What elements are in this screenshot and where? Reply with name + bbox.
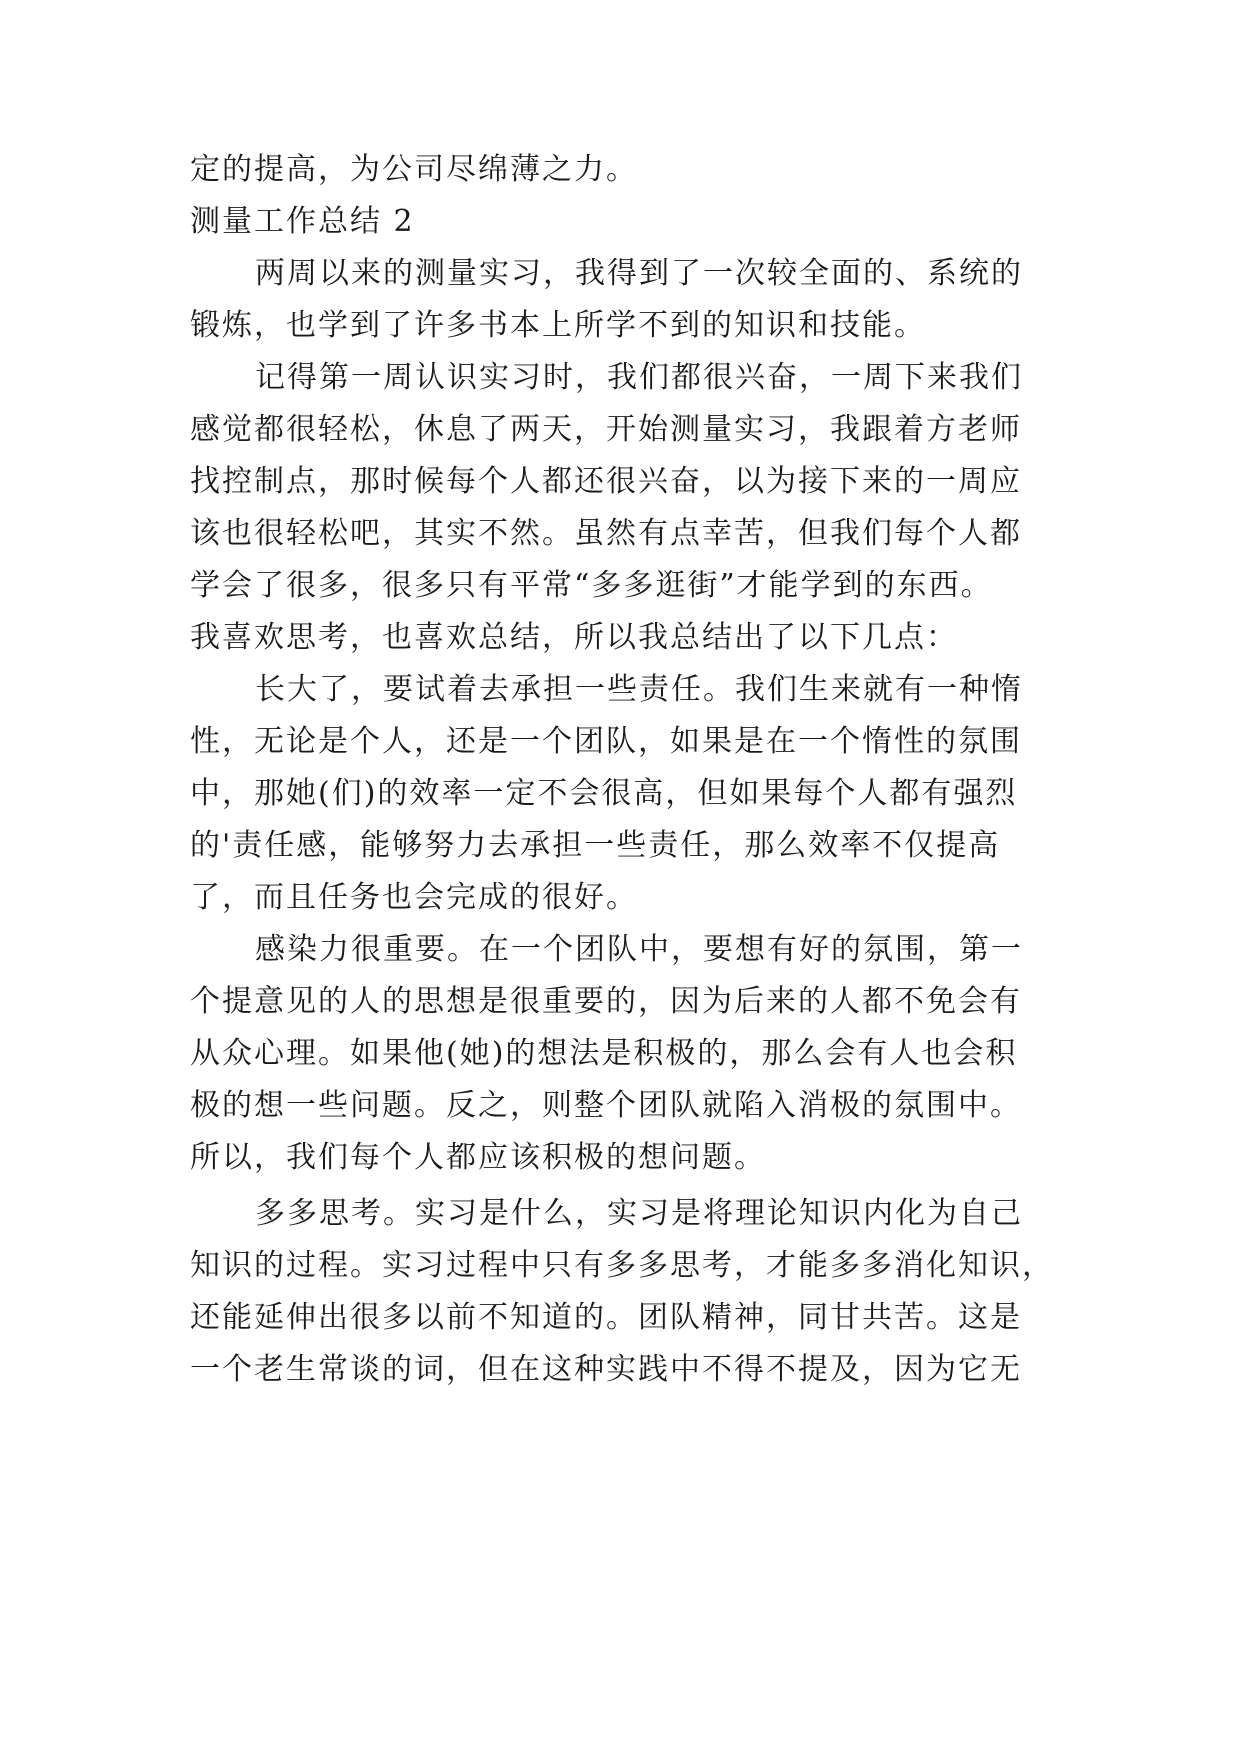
text-line: 定的提高，为公司尽绵薄之力。 [190, 152, 638, 187]
text-line: 个提意见的人的思想是很重要的，因为后来的人都不免会有 [190, 984, 1022, 1019]
text-line: 一个老生常谈的词，但在这种实践中不得不提及，因为它无 [190, 1352, 1022, 1387]
paragraph-first-line: 长大了，要试着去承担一些责任。我们生来就有一种惰 [255, 672, 1023, 707]
text-line: 该也很轻松吧，其实不然。虽然有点幸苦，但我们每个人都 [190, 516, 1022, 551]
text-line: 还能延伸出很多以前不知道的。团队精神，同甘共苦。这是 [190, 1300, 1022, 1335]
text-line: 知识的过程。实习过程中只有多多思考，才能多多消化知识， [190, 1248, 1054, 1283]
text-line: 我喜欢思考，也喜欢总结，所以我总结出了以下几点： [190, 620, 958, 655]
text-line: 感觉都很轻松，休息了两天，开始测量实习，我跟着方老师 [190, 412, 1022, 447]
section-heading: 测量工作总结 2 [190, 204, 415, 239]
text-line: 找控制点，那时候每个人都还很兴奋，以为接下来的一周应 [190, 464, 1022, 499]
text-line: 从众心理。如果他(她)的想法是积极的，那么会有人也会积 [190, 1036, 1018, 1071]
paragraph-first-line: 记得第一周认识实习时，我们都很兴奋，一周下来我们 [255, 360, 1023, 395]
text-line: 性，无论是个人，还是一个团队，如果是在一个惰性的氛围 [190, 724, 1022, 759]
text-line: 锻炼，也学到了许多书本上所学不到的知识和技能。 [190, 308, 926, 343]
text-line: 的'责任感，能够努力去承担一些责任，那么效率不仅提高 [190, 828, 1001, 863]
paragraph-first-line: 感染力很重要。在一个团队中，要想有好的氛围，第一 [255, 932, 1023, 967]
text-line: 学会了很多，很多只有平常“多多逛街”才能学到的东西。 [190, 568, 993, 603]
text-line: 中，那她(们)的效率一定不会很高，但如果每个人都有强烈 [190, 776, 1018, 811]
paragraph-first-line: 多多思考。实习是什么，实习是将理论知识内化为自己 [255, 1196, 1023, 1231]
text-line: 极的想一些问题。反之，则整个团队就陷入消极的氛围中。 [190, 1088, 1022, 1123]
paragraph-first-line: 两周以来的测量实习，我得到了一次较全面的、系统的 [255, 256, 1023, 291]
text-line: 所以，我们每个人都应该积极的想问题。 [190, 1140, 766, 1175]
text-line: 了，而且任务也会完成的很好。 [190, 880, 638, 915]
